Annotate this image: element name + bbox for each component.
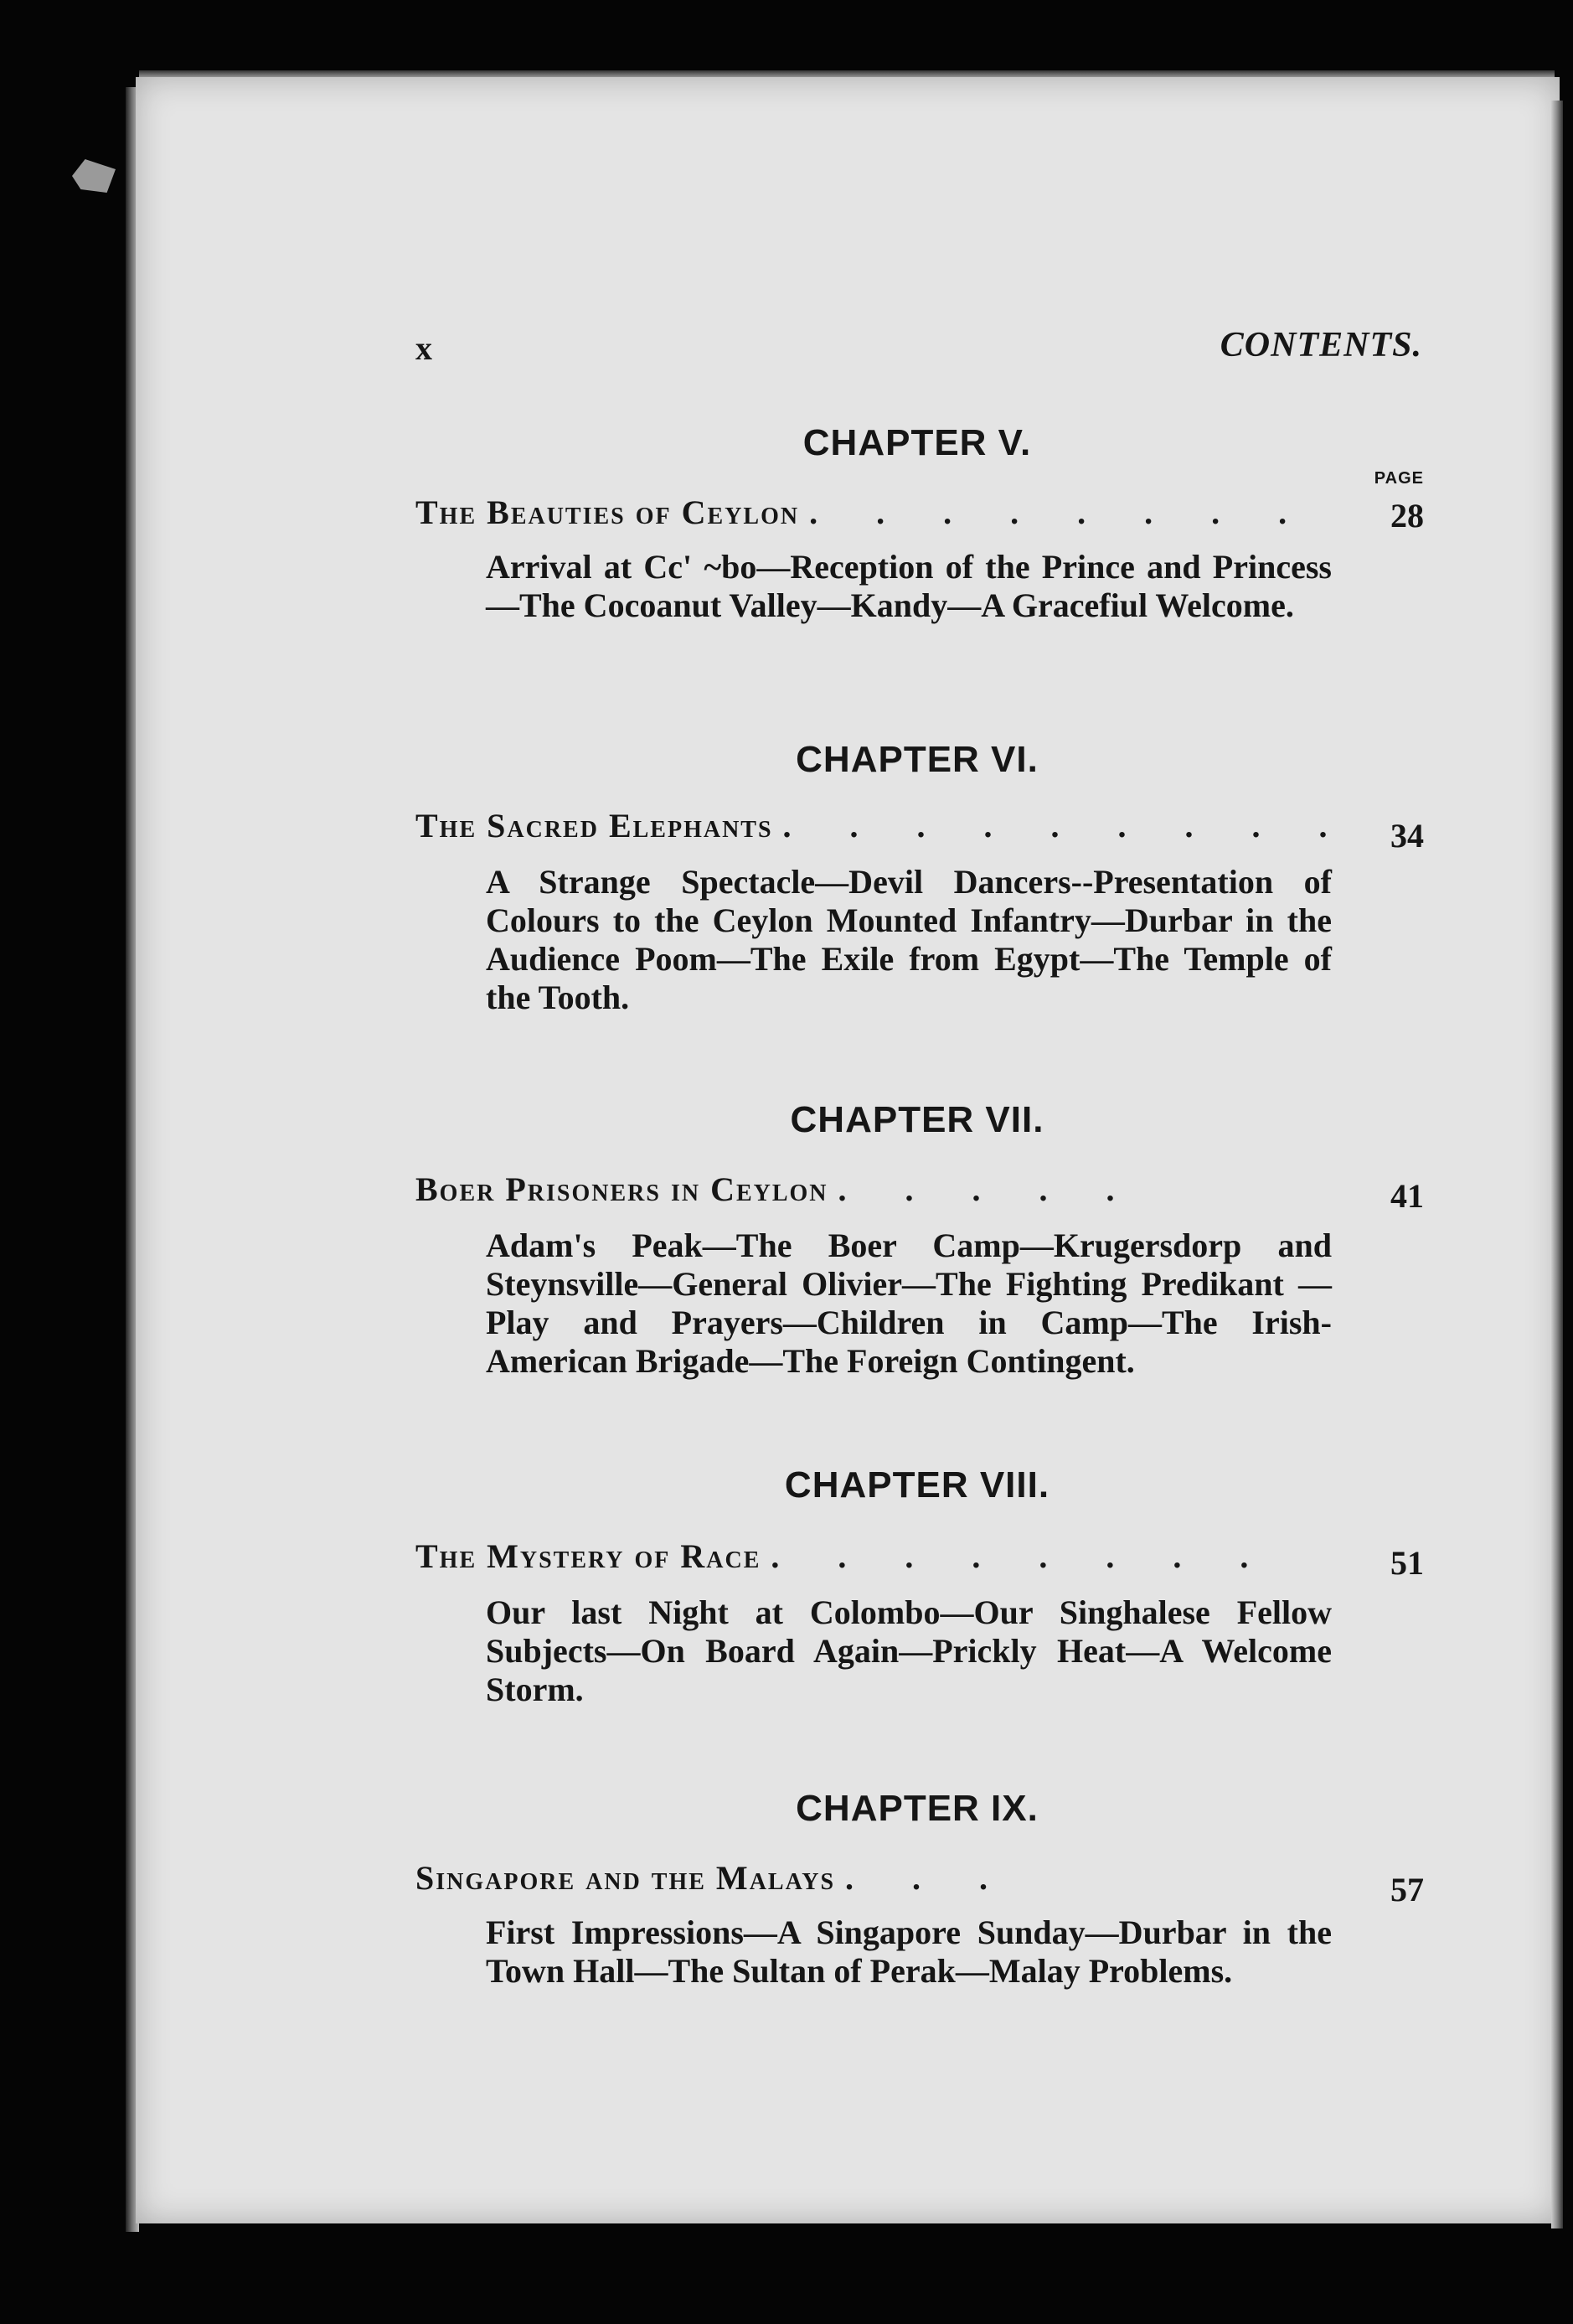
chapter-heading: CHAPTER V. [802,422,1032,463]
chapter-title [415,1536,1273,1576]
chapter-title [415,493,1312,532]
chapter-summary: A Strange Spectacle—Devil Dancers--Presentation of Colours to the Ceylon Mounted Infantry—Durbar in the Audience Poom—The Exile from Egypt—The Temple of the Tooth. [486,863,1332,1016]
page-number: x [415,329,432,367]
running-head: CONTENTS. [1220,326,1422,364]
page-column-label: PAGE [1374,469,1424,488]
chapter-title [415,1858,1013,1898]
chapter-summary: First Impressions—A Singapore Sunday—Durbar in the Town Hall—The Sultan of Perak—Malay Problems. [486,1913,1332,1990]
chapter-title [415,806,1353,845]
dot-leader: . . . . . [838,1170,1140,1208]
chapter-summary: Our last Night at Colombo—Our Singhalese Fellow Subjects—On Board Again—Prickly Heat—A Welcome Storm. [486,1593,1332,1708]
chapter-page-number: 34 [1390,817,1424,855]
chapter-heading: CHAPTER VI. [796,739,1039,780]
page-right-edge [1551,101,1563,2228]
chapter-page-number: 28 [1390,497,1424,535]
book-page [136,77,1560,2223]
chapter-title-text: Singapore and the Malays [415,1859,836,1897]
chapter-heading: CHAPTER VII. [790,1099,1044,1140]
dot-leader: . . . . . . . . . [782,807,1353,844]
chapter-title-text: Boer Prisoners in Ceylon [415,1170,828,1208]
chapter-title-text: The Beauties of Ceylon [415,493,800,531]
dot-leader: . . . . . . . . [771,1537,1274,1575]
chapter-page-number: 51 [1390,1544,1424,1582]
chapter-page-number: 41 [1390,1177,1424,1215]
chapter-title-text: The Sacred Elephants [415,807,773,844]
binding-mark [72,159,116,193]
chapter-summary: Adam's Peak—The Boer Camp—Krugersdorp and Steynsville—General Olivier—The Fighting Predikant —Play and Prayers—Children in Camp—The Irish-American Brigade—The Foreign Contingent. [486,1227,1332,1380]
dot-leader: . . . . . . . . [809,493,1313,531]
chapter-heading: CHAPTER IX. [796,1788,1039,1829]
chapter-title [415,1170,1140,1209]
chapter-summary: Arrival at Cc' ~bo—Reception of the Prince and Princess—The Cocoanut Valley—Kandy—A Gracefiul Welcome. [486,548,1332,624]
dot-leader: . . . [845,1859,1013,1897]
chapter-title-text: The Mystery of Race [415,1537,761,1575]
chapter-heading: CHAPTER VIII. [784,1464,1050,1505]
chapter-page-number: 57 [1390,1871,1424,1908]
